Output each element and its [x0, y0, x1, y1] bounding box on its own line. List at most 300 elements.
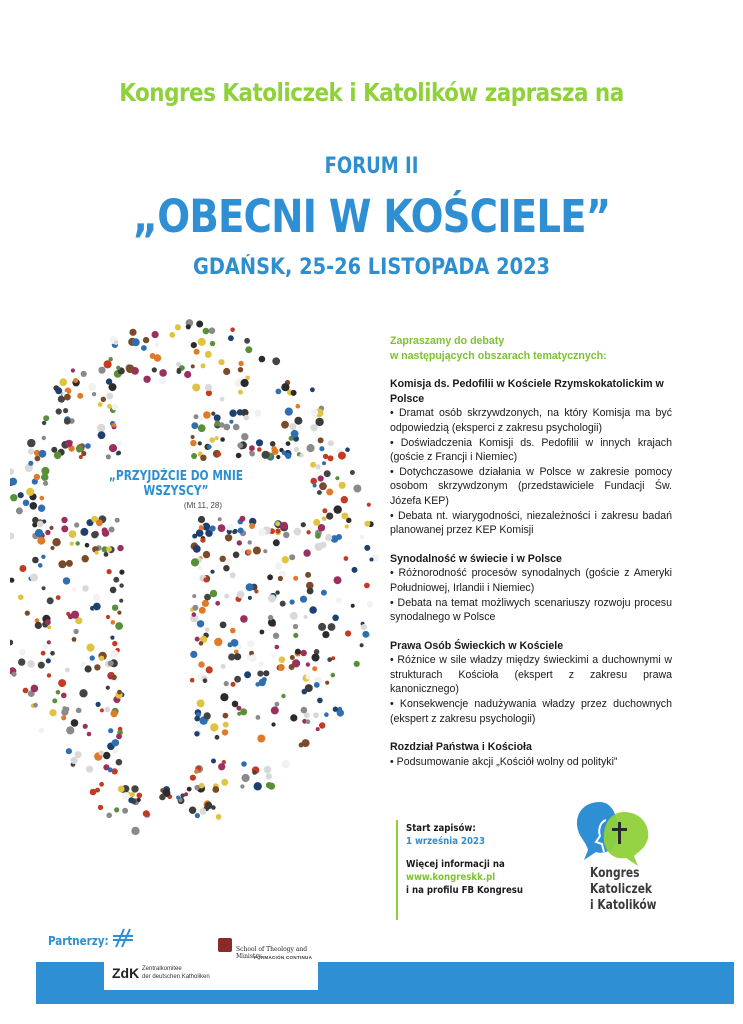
- crowd-person: [221, 779, 228, 786]
- crowd-person: [278, 576, 283, 581]
- crowd-person: [39, 450, 47, 458]
- website-link[interactable]: www.kongreskk.pl: [406, 872, 496, 883]
- crowd-person: [115, 622, 123, 630]
- crowd-person: [18, 658, 25, 665]
- crowd-person: [240, 784, 244, 788]
- crowd-person: [137, 793, 143, 799]
- section-title: Synodalność w świecie i w Polsce: [390, 552, 562, 565]
- crowd-person: [175, 324, 181, 330]
- crowd-person: [230, 327, 235, 332]
- crowd-person: [215, 601, 220, 606]
- crowd-person: [331, 673, 336, 678]
- crowd-person: [74, 522, 79, 527]
- crowd-person: [98, 805, 103, 810]
- crowd-person: [224, 594, 229, 599]
- crowd-person: [281, 694, 285, 698]
- crowd-person: [227, 524, 234, 531]
- crowd-person: [190, 775, 196, 781]
- crowd-person: [272, 448, 279, 455]
- crowd-person: [195, 813, 200, 818]
- crowd-person: [283, 532, 289, 538]
- crowd-person: [41, 467, 49, 475]
- crowd-person: [296, 404, 301, 409]
- crowd-person: [114, 807, 119, 812]
- crowd-person: [215, 735, 220, 740]
- crowd-person: [345, 630, 351, 636]
- crowd-person: [200, 808, 207, 815]
- bullet-item: • Debata na temat możliwych scenariuszy rozwoju procesu synodalnego w Polsce: [390, 596, 672, 624]
- crowd-person: [305, 572, 311, 578]
- topics-column: [390, 334, 672, 783]
- crowd-person: [41, 651, 46, 656]
- crowd-person: [197, 620, 204, 627]
- crowd-person: [215, 436, 219, 440]
- crowd-person: [131, 785, 138, 792]
- crowd-person: [19, 649, 25, 655]
- crowd-person: [47, 625, 51, 629]
- crowd-person: [23, 500, 30, 507]
- crowd-person: [194, 716, 200, 722]
- crowd-person: [211, 805, 216, 810]
- crowd-person: [141, 345, 147, 351]
- crowd-person: [114, 340, 119, 345]
- crowd-person: [106, 686, 110, 690]
- crowd-person: [30, 502, 38, 510]
- crowd-person: [54, 452, 62, 460]
- crowd-person: [111, 675, 117, 681]
- crowd-person: [159, 794, 165, 800]
- crowd-person: [82, 585, 89, 592]
- crowd-person: [192, 594, 196, 598]
- crowd-person: [195, 637, 200, 642]
- crowd-person: [81, 371, 87, 377]
- crowd-person: [220, 556, 226, 562]
- crowd-person: [86, 766, 93, 773]
- crowd-person: [354, 661, 360, 667]
- crowd-person: [290, 612, 298, 620]
- crowd-person: [282, 556, 289, 563]
- crowd-person: [203, 678, 208, 683]
- crowd-person: [61, 517, 67, 523]
- crowd-person: [345, 447, 350, 452]
- crowd-person: [203, 328, 210, 335]
- crowd-person: [112, 423, 116, 427]
- crowd-person: [198, 566, 202, 570]
- crowd-person: [236, 706, 241, 711]
- crowd-person: [216, 814, 222, 820]
- crowd-person: [115, 518, 120, 523]
- crowd-person: [370, 558, 374, 562]
- crowd-person: [61, 693, 67, 699]
- crowd-person: [122, 808, 128, 814]
- crowd-person: [252, 770, 257, 775]
- crowd-person: [319, 446, 324, 451]
- crowd-person: [257, 671, 263, 677]
- crowd-person: [364, 583, 370, 589]
- crowd-person: [216, 452, 221, 457]
- section-title: Prawa Osób Świeckich w Kościele: [390, 639, 564, 652]
- crowd-person: [199, 641, 204, 646]
- crowd-person: [293, 624, 298, 629]
- crowd-person: [191, 435, 195, 439]
- crowd-person: [268, 615, 273, 620]
- crowd-person: [28, 461, 33, 466]
- crowd-person: [210, 570, 214, 574]
- crowd-person: [253, 547, 261, 555]
- crowd-person: [106, 454, 111, 459]
- crowd-person: [108, 767, 113, 772]
- crowd-person: [104, 552, 109, 557]
- crowd-person: [199, 416, 204, 421]
- crowd-person: [322, 461, 326, 465]
- crowd-person: [104, 707, 110, 713]
- crowd-person: [95, 551, 99, 555]
- crowd-person: [264, 766, 272, 774]
- crowd-person: [322, 508, 327, 513]
- crowd-person: [99, 750, 104, 755]
- crowd-person: [289, 554, 295, 560]
- crowd-person: [107, 404, 112, 409]
- crowd-person: [273, 539, 280, 546]
- crowd-person: [280, 522, 288, 530]
- crowd-person: [45, 619, 51, 625]
- crowd-person: [301, 650, 307, 656]
- crowd-person: [319, 482, 327, 490]
- crowd-person: [70, 542, 74, 546]
- crowd-person: [362, 631, 369, 638]
- crowd-person: [106, 813, 112, 819]
- crowd-person: [293, 633, 298, 638]
- crowd-person: [310, 387, 315, 392]
- crowd-person: [339, 482, 346, 489]
- crowd-person: [315, 418, 323, 426]
- crowd-person: [203, 551, 210, 558]
- crowd-person: [293, 576, 298, 581]
- crowd-person: [184, 371, 191, 378]
- registration-date: 1 września 2023: [406, 836, 485, 847]
- event-invite-headline: Kongres Katoliczek i Katolików zaprasza na: [119, 78, 624, 107]
- crowd-person: [73, 629, 78, 634]
- crowd-person: [210, 723, 218, 731]
- crowd-person: [58, 679, 66, 687]
- crowd-person: [335, 597, 341, 603]
- crowd-person: [10, 478, 17, 486]
- crowd-person: [109, 357, 113, 361]
- crowd-person: [129, 329, 136, 336]
- crowd-person: [230, 628, 236, 634]
- crowd-person: [220, 693, 228, 701]
- crowd-person: [246, 583, 254, 591]
- intro-line-1: Zapraszamy do debaty: [390, 335, 505, 347]
- crowd-person: [306, 719, 311, 724]
- zdk-description: [142, 965, 210, 981]
- crowd-person: [194, 769, 199, 774]
- logo-line-2: Katoliczek: [590, 882, 653, 897]
- crowd-person: [91, 531, 98, 538]
- bullet-item: • Dramat osób skrzywdzonych, na który Komisja ma być odpowiedzią (eksperci z zakresu psychologii): [390, 407, 672, 434]
- crowd-person: [191, 422, 198, 429]
- crowd-person: [34, 474, 40, 480]
- crowd-person: [79, 455, 83, 459]
- crowd-person: [275, 521, 280, 526]
- crowd-person: [80, 528, 88, 536]
- crowd-person: [191, 558, 199, 566]
- crowd-person: [338, 452, 346, 460]
- crowd-person: [360, 643, 364, 647]
- crowd-person: [56, 595, 61, 600]
- crowd-person: [190, 651, 197, 658]
- crowd-person: [10, 533, 14, 540]
- crowd-person: [270, 441, 276, 447]
- crowd-person: [236, 453, 241, 458]
- crowd-person: [192, 612, 197, 617]
- crowd-person: [131, 827, 139, 835]
- crowd-person: [46, 658, 51, 663]
- crowd-person: [259, 661, 264, 666]
- crowd-person: [96, 519, 103, 526]
- quote-reference: (Mt 11, 28): [183, 501, 222, 510]
- crowd-person: [220, 397, 225, 402]
- crowd-person: [189, 807, 196, 814]
- crowd-person: [244, 671, 251, 678]
- crowd-person: [45, 530, 50, 535]
- crowd-person: [35, 529, 43, 537]
- crowd-person: [201, 363, 206, 368]
- crowd-person: [240, 708, 247, 715]
- crowd-person: [315, 464, 320, 469]
- crowd-person: [341, 513, 348, 520]
- crowd-person: [85, 665, 92, 672]
- crowd-person: [52, 698, 57, 703]
- crowd-person: [223, 368, 230, 375]
- registration-info: [406, 822, 566, 897]
- crowd-person: [196, 529, 204, 537]
- crowd-person: [23, 688, 29, 694]
- crowd-person: [364, 545, 370, 551]
- bullet-item: • Debata nt. wiarygodności, niezależności i zakresu badań planowanej przez KEP Komisji: [390, 509, 672, 537]
- crowd-person: [194, 349, 200, 355]
- crowd-person: [250, 451, 255, 456]
- crowd-person: [26, 488, 34, 496]
- crowd-person: [238, 528, 244, 534]
- crowd-person: [282, 760, 290, 768]
- crowd-person: [223, 722, 229, 728]
- crowd-person: [263, 549, 267, 553]
- partner-cross-logo-icon: [112, 927, 134, 949]
- crowd-person: [81, 451, 86, 456]
- crowd-person: [276, 528, 281, 533]
- crowd-person: [128, 797, 134, 803]
- crowd-person: [278, 664, 285, 671]
- crowd-person: [197, 699, 205, 707]
- crowd-person: [81, 661, 86, 666]
- crowd-person: [327, 657, 332, 662]
- crowd-person: [200, 538, 205, 543]
- crowd-person: [88, 383, 96, 391]
- crowd-person: [38, 505, 45, 512]
- crowd-person: [47, 597, 54, 604]
- intro-line-2: w następujących obszarach tematycznych:: [390, 349, 607, 362]
- crowd-person: [72, 637, 77, 642]
- crowd-person: [108, 728, 113, 733]
- crowd-person: [205, 802, 213, 810]
- event-title: „OBECNI W KOŚCIELE”: [132, 190, 611, 243]
- crowd-person: [254, 782, 262, 790]
- crowd-person: [302, 739, 310, 747]
- crowd-person: [231, 639, 239, 647]
- crowd-person: [113, 577, 119, 583]
- crowd-person: [25, 611, 30, 616]
- crowd-person: [143, 810, 150, 817]
- crowd-person: [209, 327, 216, 334]
- crowd-person: [325, 534, 332, 541]
- crowd-person: [325, 681, 329, 685]
- crowd-person: [336, 534, 342, 540]
- crowd-person: [159, 377, 166, 384]
- crowd-person: [224, 681, 229, 686]
- crowd-person: [257, 735, 265, 743]
- crowd-person: [106, 378, 112, 384]
- crowd-person: [333, 707, 338, 712]
- crowd-person: [92, 392, 96, 396]
- crowd-person: [218, 517, 222, 521]
- crowd-person: [246, 549, 251, 554]
- crowd-person: [248, 540, 252, 544]
- crowd-person: [214, 638, 222, 646]
- crowd-person: [259, 679, 266, 686]
- crowd-person: [245, 346, 252, 353]
- crowd-person: [352, 567, 358, 573]
- crowd-person: [76, 445, 83, 452]
- crowd-person: [116, 734, 122, 740]
- crowd-person: [219, 422, 224, 427]
- crowd-person: [271, 706, 279, 714]
- crowd-person: [55, 387, 62, 394]
- crowd-person: [99, 656, 104, 661]
- crowd-person: [150, 353, 156, 359]
- crowd-person: [155, 343, 159, 347]
- crowd-person: [279, 656, 286, 663]
- crowd-person: [93, 603, 101, 611]
- crowd-person: [76, 708, 82, 714]
- crowd-person: [112, 404, 119, 411]
- crowd-person: [75, 751, 82, 758]
- crowd-person: [338, 707, 342, 711]
- crowd-person: [186, 324, 191, 329]
- crowd-person: [281, 421, 289, 429]
- crowd-person: [106, 546, 112, 552]
- crowd-person: [211, 412, 215, 416]
- crowd-person: [242, 774, 250, 782]
- crowd-person: [237, 712, 241, 716]
- crowd-person: [322, 631, 329, 638]
- crowd-person: [275, 563, 282, 570]
- crowd-person: [76, 541, 80, 545]
- crowd-person: [61, 715, 66, 720]
- crowd-person: [294, 447, 299, 452]
- crowd-person: [198, 441, 202, 445]
- crowd-person: [117, 690, 122, 695]
- crowd-person: [109, 444, 117, 452]
- crowd-person: [199, 607, 206, 614]
- crowd-person: [191, 364, 195, 368]
- crowd-person: [191, 342, 197, 348]
- crowd-person: [66, 726, 74, 734]
- crowd-person: [199, 525, 204, 530]
- crowd-person: [137, 798, 141, 802]
- crowd-person: [228, 335, 234, 341]
- crowd-person: [18, 594, 24, 600]
- crowd-person: [275, 702, 280, 707]
- crowd-person: [10, 468, 14, 475]
- crowd-person: [130, 792, 135, 797]
- crowd-person: [111, 710, 118, 717]
- crowd-person: [285, 453, 291, 459]
- crowd-person: [112, 641, 117, 646]
- crowd-person: [27, 660, 35, 668]
- crowd-person: [312, 654, 320, 662]
- crowd-person: [117, 545, 123, 551]
- crowd-person: [218, 524, 226, 532]
- crowd-person: [225, 534, 232, 541]
- crowd-person: [63, 577, 70, 584]
- crowd-person: [206, 666, 213, 673]
- crowd-person: [334, 576, 342, 584]
- crowd-person: [35, 456, 41, 462]
- crowd-person: [198, 516, 205, 523]
- crowd-person: [212, 786, 219, 793]
- crowd-person: [143, 376, 150, 383]
- crowd-person: [218, 359, 224, 365]
- crowd-person: [241, 761, 247, 767]
- zdk-line-1: Zentralkomitee: [142, 966, 182, 972]
- crowd-person: [90, 789, 97, 796]
- crowd-person: [231, 682, 236, 687]
- crowd-person: [285, 408, 293, 416]
- crowd-person: [65, 668, 70, 673]
- crowd-person: [180, 793, 184, 797]
- crowd-person: [10, 640, 13, 646]
- section-title: Komisja ds. Pedofilii w Kościele Rzymskokatolickim w Polsce: [390, 378, 664, 405]
- crowd-person: [200, 455, 206, 461]
- crowd-person: [103, 752, 110, 759]
- crowd-person: [202, 600, 209, 607]
- crowd-person: [238, 361, 243, 366]
- crowd-person: [220, 437, 225, 442]
- crowd-person: [32, 557, 39, 564]
- crowd-person: [256, 715, 261, 720]
- bullet-item: • Dotychczasowe działania w Polsce w zakresie pomocy osobom skrzywdzonym (przedstawiciele Fundacji Św. Józefa KEP): [390, 465, 672, 507]
- crowd-cross-image: [10, 318, 382, 838]
- crowd-person: [318, 623, 326, 631]
- crowd-person: [30, 574, 38, 582]
- crowd-person: [198, 424, 206, 432]
- crowd-person: [152, 367, 157, 372]
- crowd-person: [312, 666, 317, 671]
- crowd-person: [69, 530, 77, 538]
- school-emblem-icon: [218, 938, 232, 952]
- crowd-person: [326, 489, 333, 496]
- crowd-person: [268, 595, 276, 603]
- crowd-person: [116, 759, 123, 766]
- crowd-person: [87, 732, 92, 737]
- crowd-person: [113, 749, 118, 754]
- crowd-person: [305, 684, 313, 692]
- crowd-person: [294, 528, 302, 536]
- crowd-person: [280, 601, 286, 607]
- crowd-person: [42, 586, 46, 590]
- crowd-person: [63, 408, 68, 413]
